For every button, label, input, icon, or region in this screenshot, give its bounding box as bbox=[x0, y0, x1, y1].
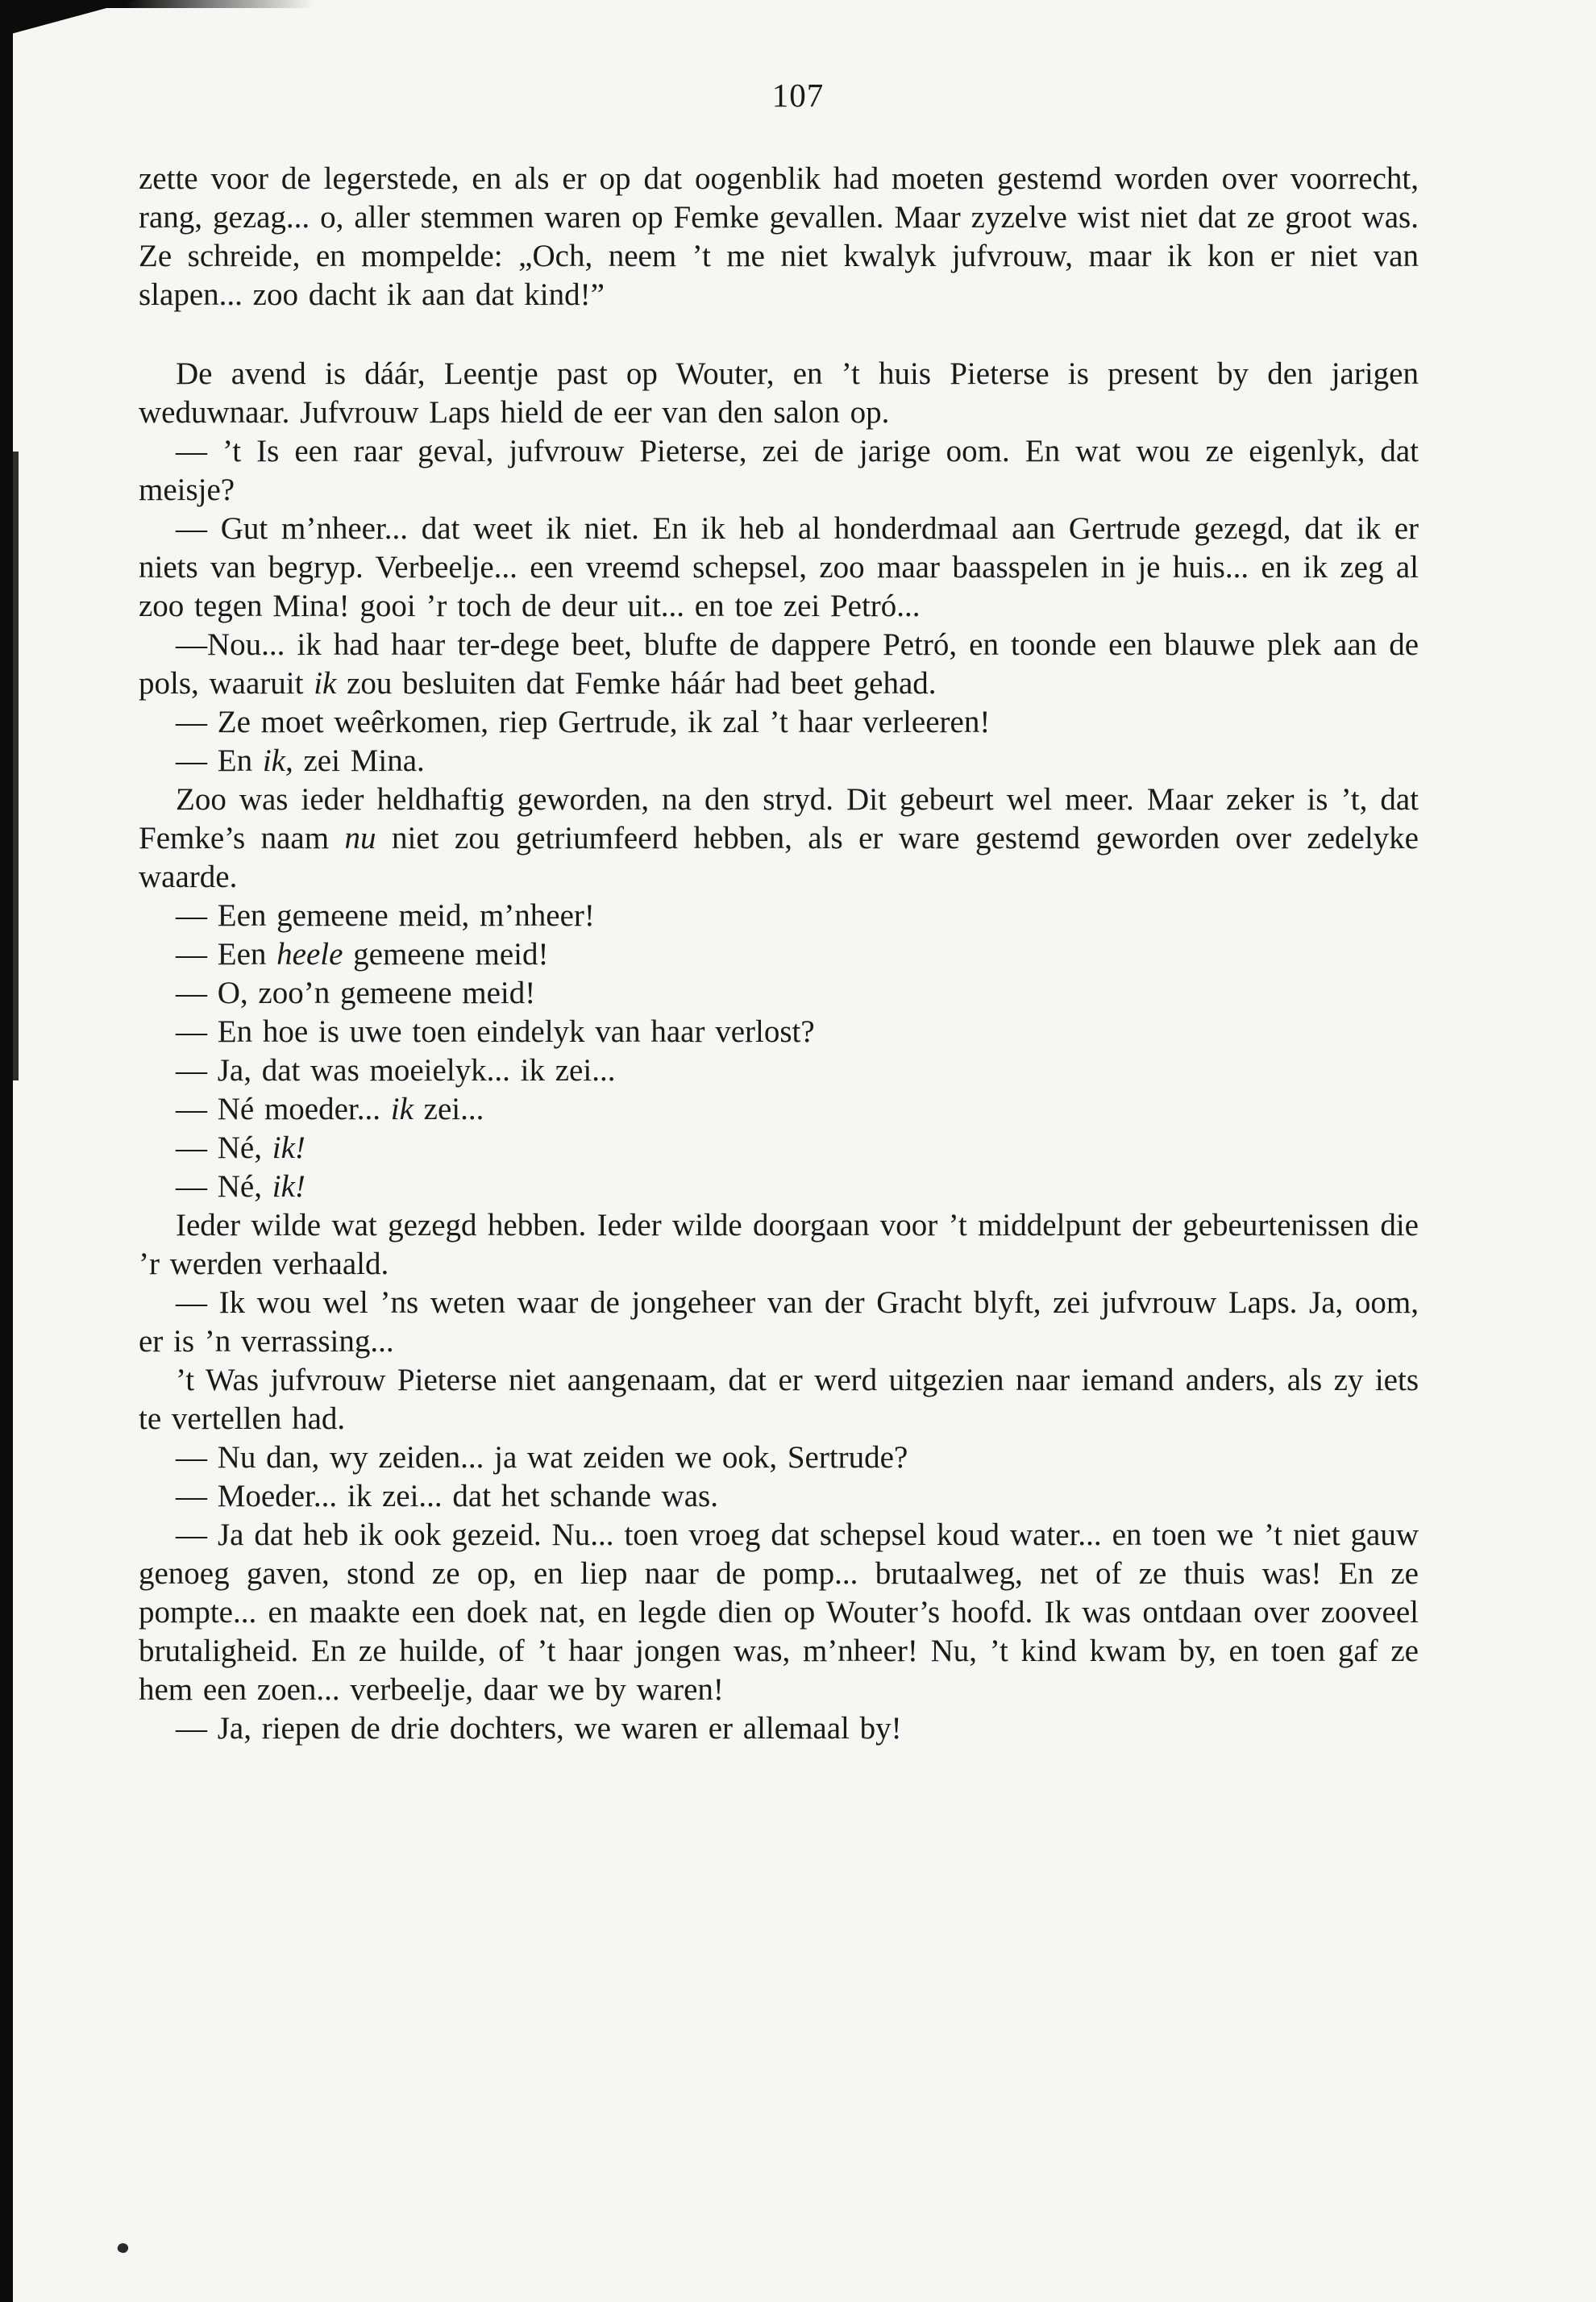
paragraph-text: zei... bbox=[413, 1092, 484, 1126]
paragraph bbox=[139, 974, 1419, 1013]
scan-binding-bar bbox=[0, 0, 13, 2302]
paragraph bbox=[139, 781, 1419, 897]
paragraph-text: gemeene meid! bbox=[343, 937, 549, 972]
paragraph-text: — Ze moet weêrkomen, riep Gertrude, ik zal ’t haar verleeren! bbox=[176, 705, 991, 739]
paragraph-emphasis: ik, bbox=[262, 743, 293, 778]
scan-binding-bar-shadow bbox=[13, 452, 19, 1080]
paragraph bbox=[139, 742, 1419, 781]
paragraph bbox=[139, 160, 1419, 314]
paragraph-emphasis: heele bbox=[276, 937, 343, 972]
paragraph bbox=[139, 1477, 1419, 1516]
paragraph bbox=[139, 626, 1419, 703]
paragraph bbox=[139, 1051, 1419, 1090]
paragraph-text: — Moeder... ik zei... dat het schande was. bbox=[176, 1479, 718, 1513]
paragraph-text: —Nou... ik had haar ter-dege beet, blufte de dappere Petró, en toonde een blauwe plek aan de pols, waaruit bbox=[139, 627, 1419, 701]
paragraph-text: — Een bbox=[176, 937, 277, 972]
paragraph bbox=[139, 935, 1419, 974]
paragraph-emphasis: ik bbox=[390, 1092, 414, 1126]
paragraph bbox=[139, 432, 1419, 510]
paragraph-text: — Nu dan, wy zeiden... ja wat zeiden we ook, Sertrude? bbox=[176, 1440, 908, 1475]
paragraph bbox=[139, 1206, 1419, 1284]
paragraph-emphasis: ik! bbox=[272, 1130, 305, 1165]
paragraph-text: De avend is dáár, Leentje past op Wouter, en ’t huis Pieterse is present by den jarigen weduwnaar. Jufvrouw Laps hield de eer van den salon op. bbox=[139, 356, 1419, 430]
paragraph-text: — ’t Is een raar geval, jufvrouw Pieterse, zei de jarige oom. En wat wou ze eigenlyk, dat meisje? bbox=[139, 434, 1419, 507]
paragraph-text: niet zou getriumfeerd hebben, als er ware gestemd geworden over zedelyke waarde. bbox=[139, 821, 1419, 894]
paragraph bbox=[139, 355, 1419, 432]
paragraph bbox=[139, 1168, 1419, 1206]
paragraph-text: — Né, bbox=[176, 1130, 272, 1165]
paragraph-text: Zoo was ieder heldhaftig geworden, na den stryd. Dit gebeurt wel meer. Maar zeker is ’t, dat Femke’s naam bbox=[139, 782, 1419, 855]
paragraph-text: Ieder wilde wat gezegd hebben. Ieder wilde doorgaan voor ’t middelpunt der gebeurtenissen die ’r werden verhaald. bbox=[139, 1208, 1419, 1281]
paragraph-emphasis: ik bbox=[314, 666, 337, 701]
paragraph-text: ’t Was jufvrouw Pieterse niet aangenaam, dat er werd uitgezien naar iemand anders, als zy iets te vertellen had. bbox=[139, 1363, 1419, 1436]
text-block bbox=[139, 160, 1419, 1748]
paragraph-text: — Né moeder... bbox=[176, 1092, 391, 1126]
paragraph bbox=[139, 1284, 1419, 1361]
paragraph-text: — Een gemeene meid, m’nheer! bbox=[176, 898, 595, 933]
paragraph-text: — En hoe is uwe toen eindelyk van haar verlost? bbox=[176, 1014, 815, 1049]
paragraph bbox=[139, 510, 1419, 626]
paragraph bbox=[139, 1129, 1419, 1168]
paragraph bbox=[139, 1013, 1419, 1051]
paragraph-emphasis: nu bbox=[344, 821, 376, 855]
scan-speck bbox=[116, 2242, 129, 2254]
paragraph bbox=[139, 1709, 1419, 1748]
paragraph-text: — En bbox=[176, 743, 263, 778]
paragraph-text: — Gut m’nheer... dat weet ik niet. En ik heb al honderdmaal aan Gertrude gezegd, dat ik er niets van begryp. Verbeelje... een vreemd schepsel, zoo maar baasspelen in je huis... en ik zeg al zoo tegen Mina! gooi ’r toch de deur uit... en toe zei Petró... bbox=[139, 511, 1419, 623]
paragraph bbox=[139, 1438, 1419, 1477]
paragraph-text: — Ik wou wel ’ns weten waar de jongeheer van der Gracht blyft, zei jufvrouw Laps. Ja, oom, er is ’n verrassing... bbox=[139, 1285, 1419, 1359]
page-number: 107 bbox=[771, 77, 825, 114]
paragraph-text: — Ja, dat was moeielyk... ik zei... bbox=[176, 1053, 616, 1088]
scan-top-edge-mark bbox=[0, 0, 314, 8]
paragraph bbox=[139, 703, 1419, 742]
paragraph-text: — Né, bbox=[176, 1169, 272, 1204]
paragraph-emphasis: ik! bbox=[272, 1169, 305, 1204]
paragraph-text: zou besluiten dat Femke háár had beet gehad. bbox=[336, 666, 937, 701]
paragraph bbox=[139, 1361, 1419, 1438]
paragraph-text: — O, zoo’n gemeene meid! bbox=[176, 976, 536, 1010]
paragraph-text: — Ja dat heb ik ook gezeid. Nu... toen vroeg dat schepsel koud water... en toen we ’t niet gauw genoeg gaven, stond ze op, en liep naar de pomp... brutaalweg, net of ze thuis was! En ze pompte... en maakte een doek nat, en legde dien op Wouter’s hoofd. Ik was ontdaan over zooveel brutaligheid. En ze huilde, of ’t haar jongen was, m’nheer! Nu, ’t kind kwam by, en toen gaf ze hem een zoen... verbeelje, daar we by waren! bbox=[139, 1517, 1419, 1707]
paragraph-text: — Ja, riepen de drie dochters, we waren er allemaal by! bbox=[176, 1711, 902, 1746]
paragraph-text: zei Mina. bbox=[293, 743, 425, 778]
paragraph bbox=[139, 897, 1419, 935]
paragraph bbox=[139, 1090, 1419, 1129]
paragraph bbox=[139, 1516, 1419, 1709]
paragraph-text: zette voor de legerstede, en als er op dat oogenblik had moeten gestemd worden over voorrecht, rang, gezag... o, aller stemmen waren op Femke gevallen. Maar zyzelve wist niet dat ze groot was. Ze schreide, en mompelde: „Och, neem ’t me niet kwalyk jufvrouw, maar ik kon er niet van slapen... zoo dacht ik aan dat kind!” bbox=[139, 161, 1419, 312]
